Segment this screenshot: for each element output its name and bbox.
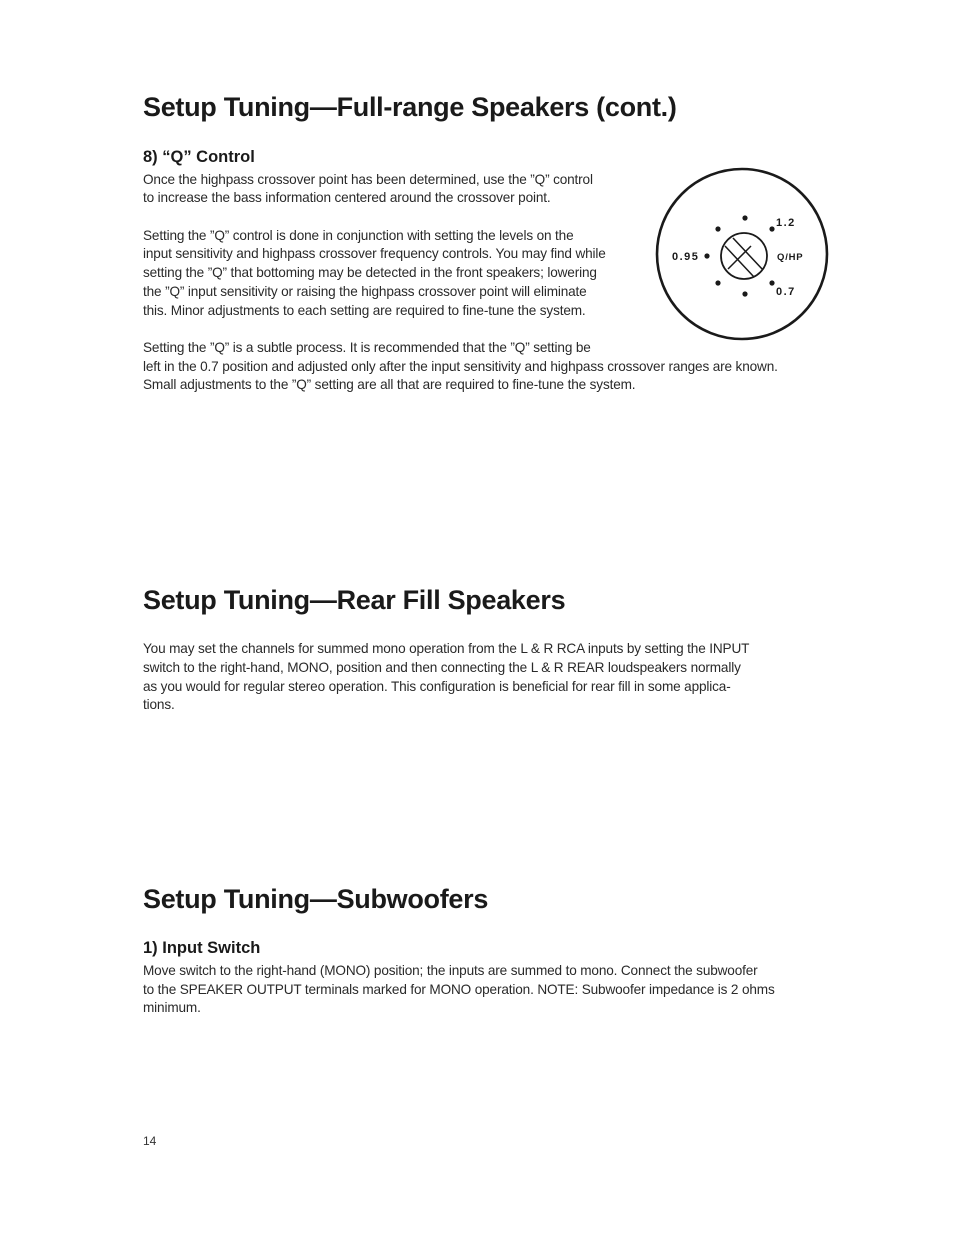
knob-dial <box>721 233 767 279</box>
text-line: the ”Q” input sensitivity or raising the highpass crossover point will eliminate <box>143 284 587 299</box>
text-line: to increase the bass information centered around the crossover point. <box>143 190 551 205</box>
page-number: 14 <box>143 1134 157 1148</box>
subheading-input-switch: 1) Input Switch <box>143 939 261 957</box>
setting-label-0-95: 0.95 <box>672 251 700 263</box>
text-line: You may set the channels for summed mono operation from the L & R RCA inputs by setting the INPUT <box>143 641 750 656</box>
text-line: to the SPEAKER OUTPUT terminals marked for MONO operation. NOTE: Subwoofer impedance is 2 ohms <box>143 982 775 997</box>
text-line: left in the 0.7 position and adjusted only after the input sensitivity and highpass crossover ranges are known. <box>143 359 778 374</box>
setting-dot <box>769 280 774 285</box>
text-line: Setting the ”Q” is a subtle process. It is recommended that the ”Q” setting be <box>143 340 591 355</box>
setting-dot <box>704 253 709 258</box>
text-line: tions. <box>143 697 175 712</box>
setting-dot <box>742 215 747 220</box>
text-line: Setting the ”Q” control is done in conjunction with setting the levels on the <box>143 228 574 243</box>
text-line: minimum. <box>143 1000 201 1015</box>
text-line: switch to the right-hand, MONO, position and then connecting the L & R REAR loudspeakers normally <box>143 660 741 675</box>
setting-label-0-7: 0.7 <box>776 286 796 298</box>
setting-dot <box>769 226 774 231</box>
text-line: Once the highpass crossover point has been determined, use the ”Q” control <box>143 172 593 187</box>
setting-dot <box>715 280 720 285</box>
text-line: as you would for regular stereo operation. This configuration is beneficial for rear fill in some applica- <box>143 679 731 694</box>
setting-dot <box>715 226 720 231</box>
text-line: input sensitivity and highpass crossover frequency controls. You may find while <box>143 246 606 261</box>
text-line: setting the ”Q” that bottoming may be detected in the front speakers; lowering <box>143 265 597 280</box>
q-control-knob-diagram <box>652 166 832 346</box>
knob-label-q-hp: Q/HP <box>777 252 804 263</box>
section-title-full-range: Setup Tuning—Full-range Speakers (cont.) <box>143 92 677 122</box>
section-title-rear-fill: Setup Tuning—Rear Fill Speakers <box>143 585 566 615</box>
text-line: Move switch to the right-hand (MONO) position; the inputs are summed to mono. Connect the subwoofer <box>143 963 758 978</box>
subheading-q-control: 8) “Q” Control <box>143 148 255 166</box>
section-title-subwoofers: Setup Tuning—Subwoofers <box>143 884 489 914</box>
text-line: this. Minor adjustments to each setting are required to fine-tune the system. <box>143 303 586 318</box>
setting-dot <box>742 291 747 296</box>
text-line: Small adjustments to the ”Q” setting are all that are required to fine-tune the system. <box>143 377 636 392</box>
setting-label-1-2: 1.2 <box>776 217 796 229</box>
